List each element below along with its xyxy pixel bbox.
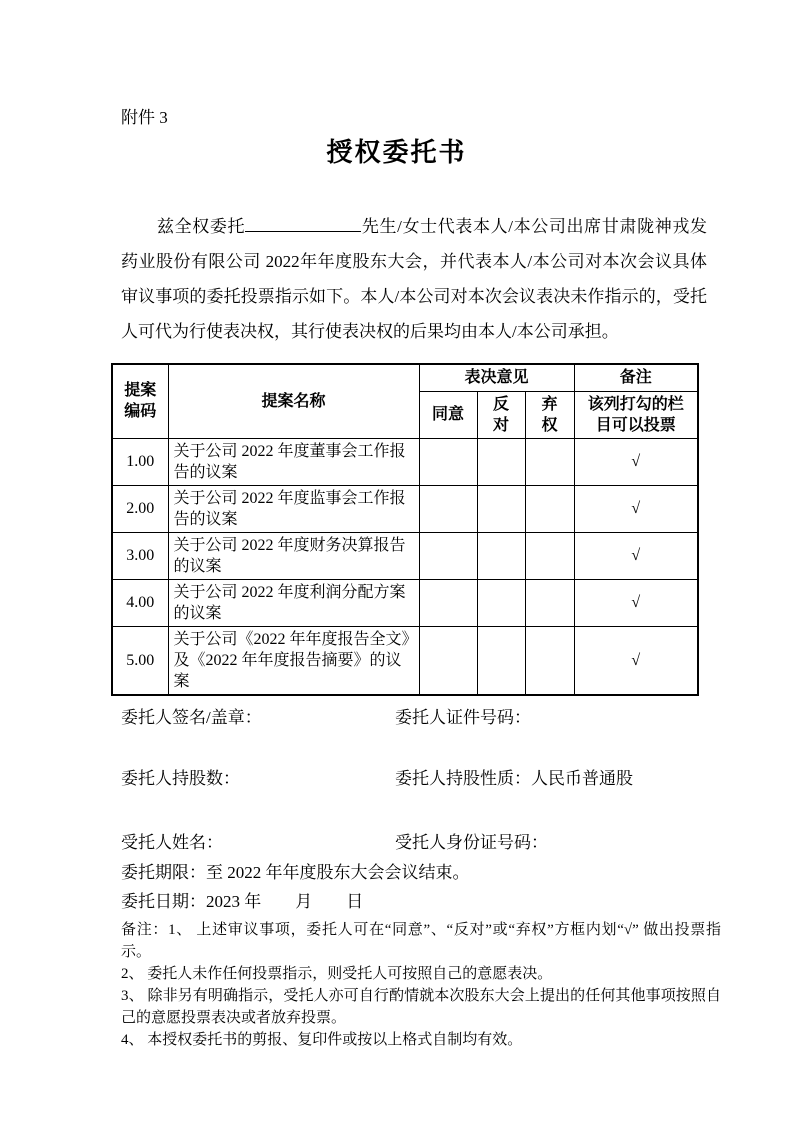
header-oppose: 反对: [477, 391, 525, 438]
header-remark-note: 该列打勾的栏目可以投票: [574, 391, 698, 438]
vote-agree-cell[interactable]: [419, 579, 477, 626]
intro-suffix: 先生/女士代表本人/本公司出席甘肃陇神戎发药业股份有限公司 2022年年度股东大会，并代表本人/本公司对本次会议具体审议事项的委托投票指示如下。本人/本公司对本次会议表决未作指示的，受托人可代为行使表决权，其行使表决权的后果均由本人/本公司承担。: [121, 217, 707, 341]
note-line-3: 3、 除非另有明确指示，受托人亦可自行酌情就本次股东大会上提出的任何其他事项按照自己的意愿投票表决或者放弃投票。: [121, 988, 721, 1026]
intro-paragraph: [121, 209, 707, 349]
vote-abstain-cell[interactable]: [525, 579, 574, 626]
remark-checkmark: √: [574, 626, 698, 695]
remark-checkmark: √: [574, 579, 698, 626]
proposal-name: 关于公司 2022 年度监事会工作报告的议案: [168, 485, 419, 532]
principal-signature-label: 委托人签名/盖章：: [121, 708, 262, 727]
table-row: [112, 626, 698, 695]
vote-oppose-cell[interactable]: [477, 485, 525, 532]
vote-oppose-cell[interactable]: [477, 532, 525, 579]
proposal-code: 2.00: [112, 485, 168, 532]
vote-oppose-cell[interactable]: [477, 626, 525, 695]
remark-checkmark: √: [574, 438, 698, 485]
remark-checkmark: √: [574, 485, 698, 532]
vote-abstain-cell[interactable]: [525, 485, 574, 532]
page-title: 授权委托书: [326, 137, 467, 167]
table-row: [112, 532, 698, 579]
note-line-4: 4、 本授权委托书的剪报、复印件或按以上格式自制均有效。: [121, 1032, 523, 1048]
proposal-name: 关于公司 2022 年度董事会工作报告的议案: [168, 438, 419, 485]
proposal-name: 关于公司 2022 年度财务决算报告的议案: [168, 532, 419, 579]
vote-abstain-cell[interactable]: [525, 626, 574, 695]
proposal-code: 1.00: [112, 438, 168, 485]
note-line-1: 备注：1、 上述审议事项，委托人可在“同意”、“反对”或“弃权”方框内划“√” 做出投票指示。: [121, 922, 721, 960]
header-proposal-code: 提案编码: [112, 364, 168, 438]
table-row: [112, 579, 698, 626]
entrust-period-line: 委托期限：至 2022 年年度股东大会会议结束。: [121, 863, 470, 882]
table-row: [112, 485, 698, 532]
vote-abstain-cell[interactable]: [525, 532, 574, 579]
vote-agree-cell[interactable]: [419, 532, 477, 579]
remark-checkmark: √: [574, 532, 698, 579]
vote-agree-cell[interactable]: [419, 438, 477, 485]
proposal-code: 3.00: [112, 532, 168, 579]
trustee-name-label: 受托人姓名：: [121, 833, 223, 852]
principal-share-nature-label: 委托人持股性质：人民币普通股: [395, 769, 633, 788]
vote-oppose-cell[interactable]: [477, 438, 525, 485]
vote-oppose-cell[interactable]: [477, 579, 525, 626]
note-line-2: 2、 委托人未作任何投票指示，则受托人可按照自己的意愿表决。: [121, 966, 553, 982]
table-row: [112, 438, 698, 485]
proposal-code: 5.00: [112, 626, 168, 695]
proposal-name: 关于公司《2022 年年度报告全文》及《2022 年年度报告摘要》的议案: [168, 626, 419, 695]
principal-signature-row: [121, 707, 707, 729]
proposal-code: 4.00: [112, 579, 168, 626]
header-abstain: 弃权: [525, 391, 574, 438]
header-remark: 备注: [574, 364, 698, 391]
trustee-id-label: 受托人身份证号码：: [395, 833, 548, 852]
intro-prefix: 兹全权委托: [157, 217, 246, 236]
header-vote-opinion: 表决意见: [419, 364, 574, 391]
vote-agree-cell[interactable]: [419, 485, 477, 532]
table-header-row-1: [112, 364, 698, 391]
notes-block: [121, 919, 721, 1051]
header-proposal-name: 提案名称: [168, 364, 419, 438]
attachment-label: 附件 3: [121, 108, 168, 127]
header-agree: 同意: [419, 391, 477, 438]
entrust-date-line: 委托日期：2023 年 月 日: [121, 892, 364, 911]
proposal-vote-table: [111, 363, 699, 696]
trustee-name-row: [121, 832, 707, 854]
principal-id-label: 委托人证件号码：: [395, 708, 531, 727]
principal-name-blank[interactable]: [245, 214, 361, 232]
principal-shares-row: [121, 768, 707, 790]
vote-abstain-cell[interactable]: [525, 438, 574, 485]
vote-agree-cell[interactable]: [419, 626, 477, 695]
proposal-name: 关于公司 2022 年度利润分配方案的议案: [168, 579, 419, 626]
principal-shares-label: 委托人持股数：: [121, 769, 240, 788]
